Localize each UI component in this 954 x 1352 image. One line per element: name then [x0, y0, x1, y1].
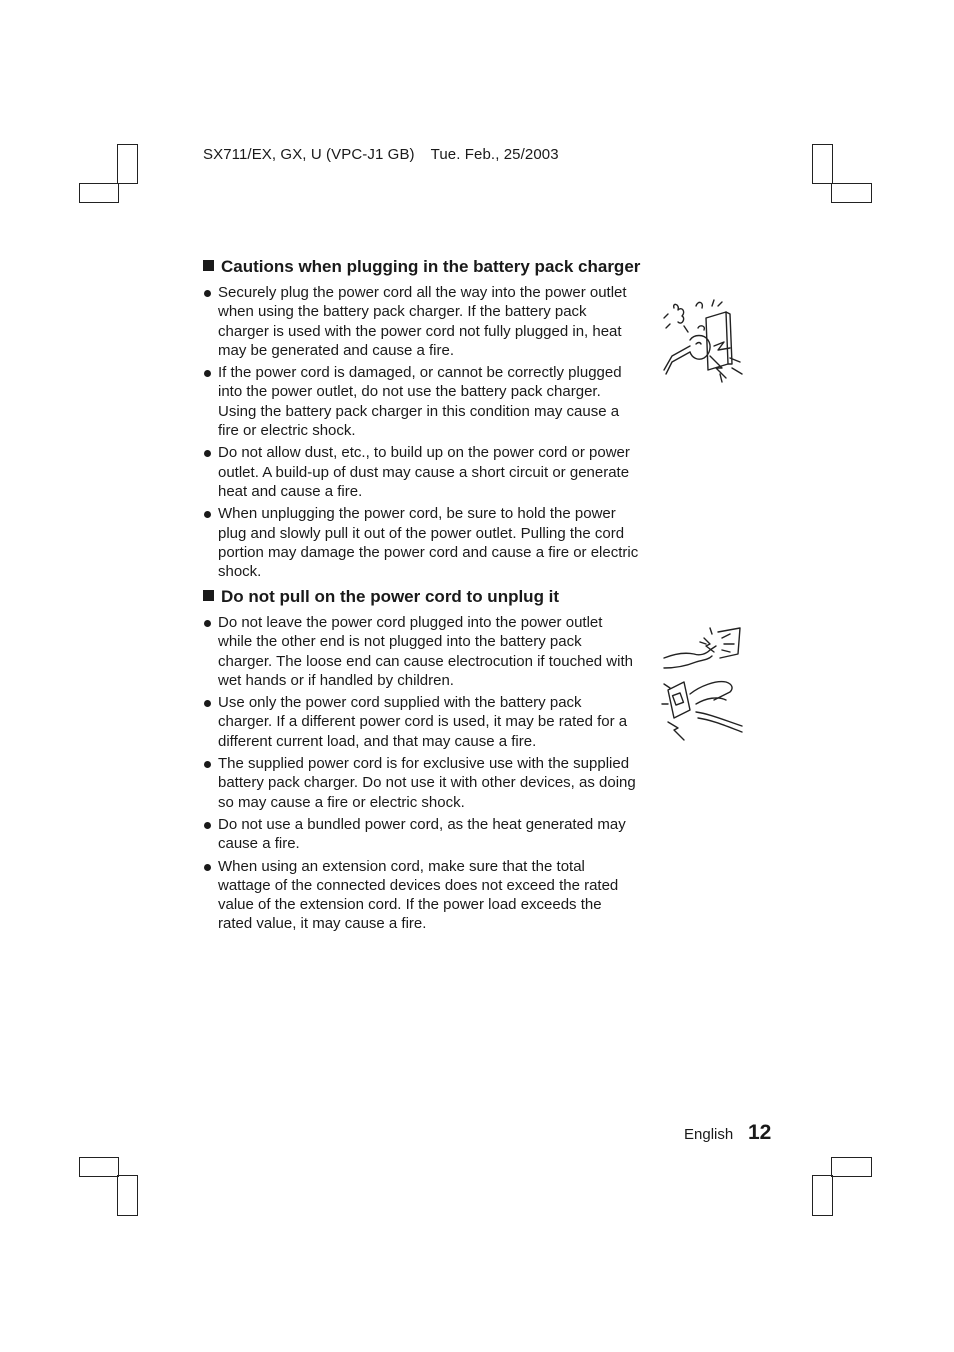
list-item: The supplied power cord is for exclusive use with the supplied battery pack charger. Do not use it with other devices, as doing so may cause a fire or electric shock.: [203, 754, 639, 812]
crop-mark-bottom-right-vertical: [812, 1175, 833, 1216]
bullet-icon: [204, 761, 211, 768]
section-heading-cautions: Cautions when plugging in the battery pack charger: [203, 257, 640, 277]
crop-mark-top-left-horizontal: [79, 183, 119, 203]
footer-language: English: [684, 1126, 734, 1143]
header-date: Tue. Feb., 25/2003: [430, 146, 559, 163]
crop-mark-top-left-vertical: [117, 144, 138, 184]
page-number: 12: [748, 1121, 772, 1144]
bullet-icon: [204, 370, 211, 377]
list-item: Do not leave the power cord plugged into the power outlet while the other end is not plugged into the battery pack charger. The loose end can cause electrocution if touched with wet hands or if handled by children.: [203, 613, 639, 690]
burning-plug-illustration-icon: [660, 298, 746, 384]
cautions-list: [203, 283, 639, 584]
list-item: Do not allow dust, etc., to build up on the power cord or power outlet. A build-up of dust may cause a short circuit or generate heat and cause a fire.: [203, 443, 639, 501]
model-code: SX711/EX, GX, U (VPC-J1 GB): [203, 146, 415, 163]
crop-mark-top-right-vertical: [812, 144, 833, 184]
bullet-icon: [204, 290, 211, 297]
square-bullet-icon: [203, 260, 214, 271]
bullet-icon: [204, 511, 211, 518]
list-item: Use only the power cord supplied with the battery pack charger. If a different power cord is used, it may be rated for a different current load, and that may cause a fire.: [203, 693, 639, 751]
section-heading-do-not-pull: Do not pull on the power cord to unplug it: [203, 587, 559, 607]
list-item: When using an extension cord, make sure that the total wattage of the connected devices does not exceed the rated value of the extension cord. If the power load exceeds the rated value, it may cause a fire.: [203, 857, 639, 934]
document-header: [203, 146, 559, 163]
electric-shock-illustration-icon: [660, 624, 746, 742]
crop-mark-top-right-horizontal: [831, 183, 872, 203]
crop-mark-bottom-left-vertical: [117, 1175, 138, 1216]
square-bullet-icon: [203, 590, 214, 601]
bullet-icon: [204, 864, 211, 871]
list-item: Securely plug the power cord all the way into the power outlet when using the battery pack charger. If the battery pack charger is used with the power cord not fully plugged in, heat may be generated and cause a fire.: [203, 283, 639, 360]
bullet-icon: [204, 450, 211, 457]
bullet-icon: [204, 822, 211, 829]
bullet-icon: [204, 620, 211, 627]
crop-mark-bottom-left-horizontal: [79, 1157, 119, 1177]
power-cord-list: [203, 613, 639, 937]
bullet-icon: [204, 700, 211, 707]
list-item: If the power cord is damaged, or cannot be correctly plugged into the power outlet, do not use the battery pack charger. Using the battery pack charger in this condition may cause a fire or electric shock.: [203, 363, 639, 440]
list-item: Do not use a bundled power cord, as the heat generated may cause a fire.: [203, 815, 639, 854]
crop-mark-bottom-right-horizontal: [831, 1157, 872, 1177]
list-item: When unplugging the power cord, be sure to hold the power plug and slowly pull it out of the power outlet. Pulling the cord portion may damage the power cord and cause a fire or electric shock.: [203, 504, 639, 581]
